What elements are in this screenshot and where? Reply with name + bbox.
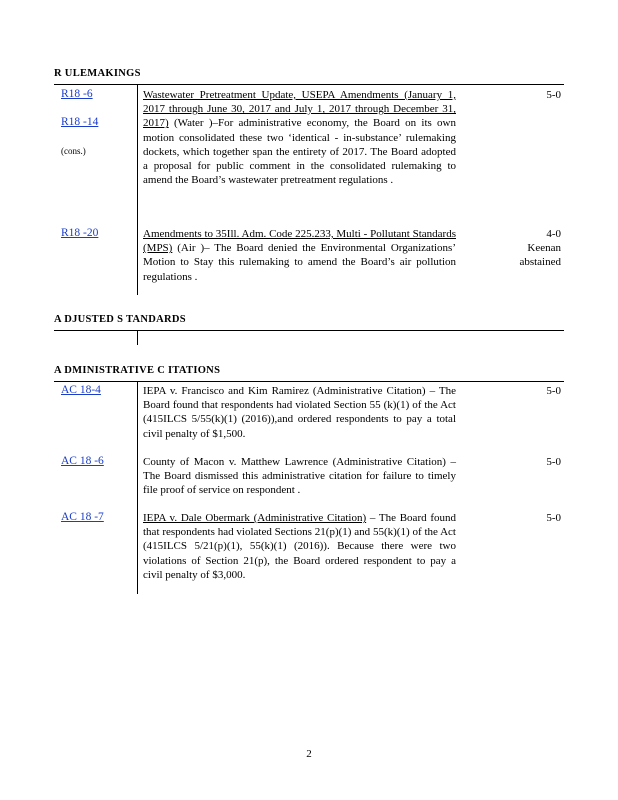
case-link-r18-6[interactable]: R18 -6 <box>61 88 93 100</box>
vote-count: 5-0 <box>546 89 561 101</box>
case-description-r18-20 <box>143 227 456 284</box>
case-link-r18-20[interactable]: R18 -20 <box>61 227 99 239</box>
case-body: – The Board found that respondents had violated Sections 21(p)(1) and 55(k)(1) of the Act (415ILCS 5/21(p)(1), 55(k)(1) (2016)). Because there were two violations of Section 21(p), the Board ordered respondent to pay a civil penalty of $3,000. <box>143 512 456 581</box>
case-title: IEPA v. Dale Obermark (Administrative Citation) <box>143 512 367 524</box>
case-link-r18-14[interactable]: R18 -14 <box>61 116 99 128</box>
vote-count <box>501 227 561 270</box>
vote-count-value: 4-0 <box>546 228 561 240</box>
rulemakings-heading: R ULEMAKINGS <box>54 68 141 79</box>
case-title: Amendments to 35Ill. Adm. Code 225.233, Multi - Pollutant Standards (MPS) <box>143 228 456 255</box>
consolidated-note: (cons.) <box>61 146 86 156</box>
case-link-ac-18-7[interactable]: AC 18 -7 <box>61 511 104 523</box>
case-body: –The Board dismissed this administrative citation for failure to timely file proof of service on respondent . <box>143 456 457 497</box>
rulemakings-divider <box>54 84 564 85</box>
case-description-ac-18-6 <box>143 455 456 498</box>
case-body: – The Board found that respondents had violated Section 55 (k)(1) of the Act (415ILCS 5/55(k)(1) (2016)),and ordered respondents to pay a total civil penalty of $1,500. <box>143 385 456 440</box>
citations-column-divider <box>137 382 138 594</box>
rulemakings-column-divider <box>137 85 138 295</box>
case-title: Wastewater Pretreatment Update, USEPA Amendments (January 1, 2017 through June 30, 2017 and July 1, 2017 through December 31, 2017) <box>143 89 456 130</box>
case-body: (Water )–For administrative economy, the Board on its own motion consolidated these two ‘identical - in-substance’ rulemaking dockets, which together span the entirety of 2017. The Board adopted a proposal for public comment in the consolidated rulemaking to amend the Board’s wastewater pretreatment regulations . <box>143 117 456 187</box>
case-title: IEPA v. Francisco and Kim Ramirez (Administrative Citation) <box>143 385 426 397</box>
case-description-r18-6 <box>143 88 456 187</box>
administrative-citations-heading: A DMINISTRATIVE C ITATIONS <box>54 365 221 376</box>
page-number: 2 <box>306 748 312 760</box>
vote-count: 5-0 <box>546 456 561 468</box>
vote-count: 5-0 <box>546 385 561 397</box>
case-body: (Air )– The Board denied the Environmental Organizations’ Motion to Stay this rulemaking to amend the Board’s air pollution regulations . <box>143 242 457 283</box>
adjusted-standards-column-divider <box>137 331 138 345</box>
case-link-ac-18-6[interactable]: AC 18 -6 <box>61 455 104 467</box>
adjusted-standards-heading: A DJUSTED S TANDARDS <box>54 314 186 325</box>
administrative-citations-divider <box>54 381 564 382</box>
case-description-ac-18-4 <box>143 384 456 441</box>
adjusted-standards-divider <box>54 330 564 331</box>
case-title: County of Macon v. Matthew Lawrence (Administrative Citation) <box>143 456 446 468</box>
case-link-ac-18-4[interactable]: AC 18-4 <box>61 384 101 396</box>
case-description-ac-18-7 <box>143 511 456 582</box>
vote-count: 5-0 <box>546 512 561 524</box>
vote-note: Keenan abstained <box>519 242 561 269</box>
